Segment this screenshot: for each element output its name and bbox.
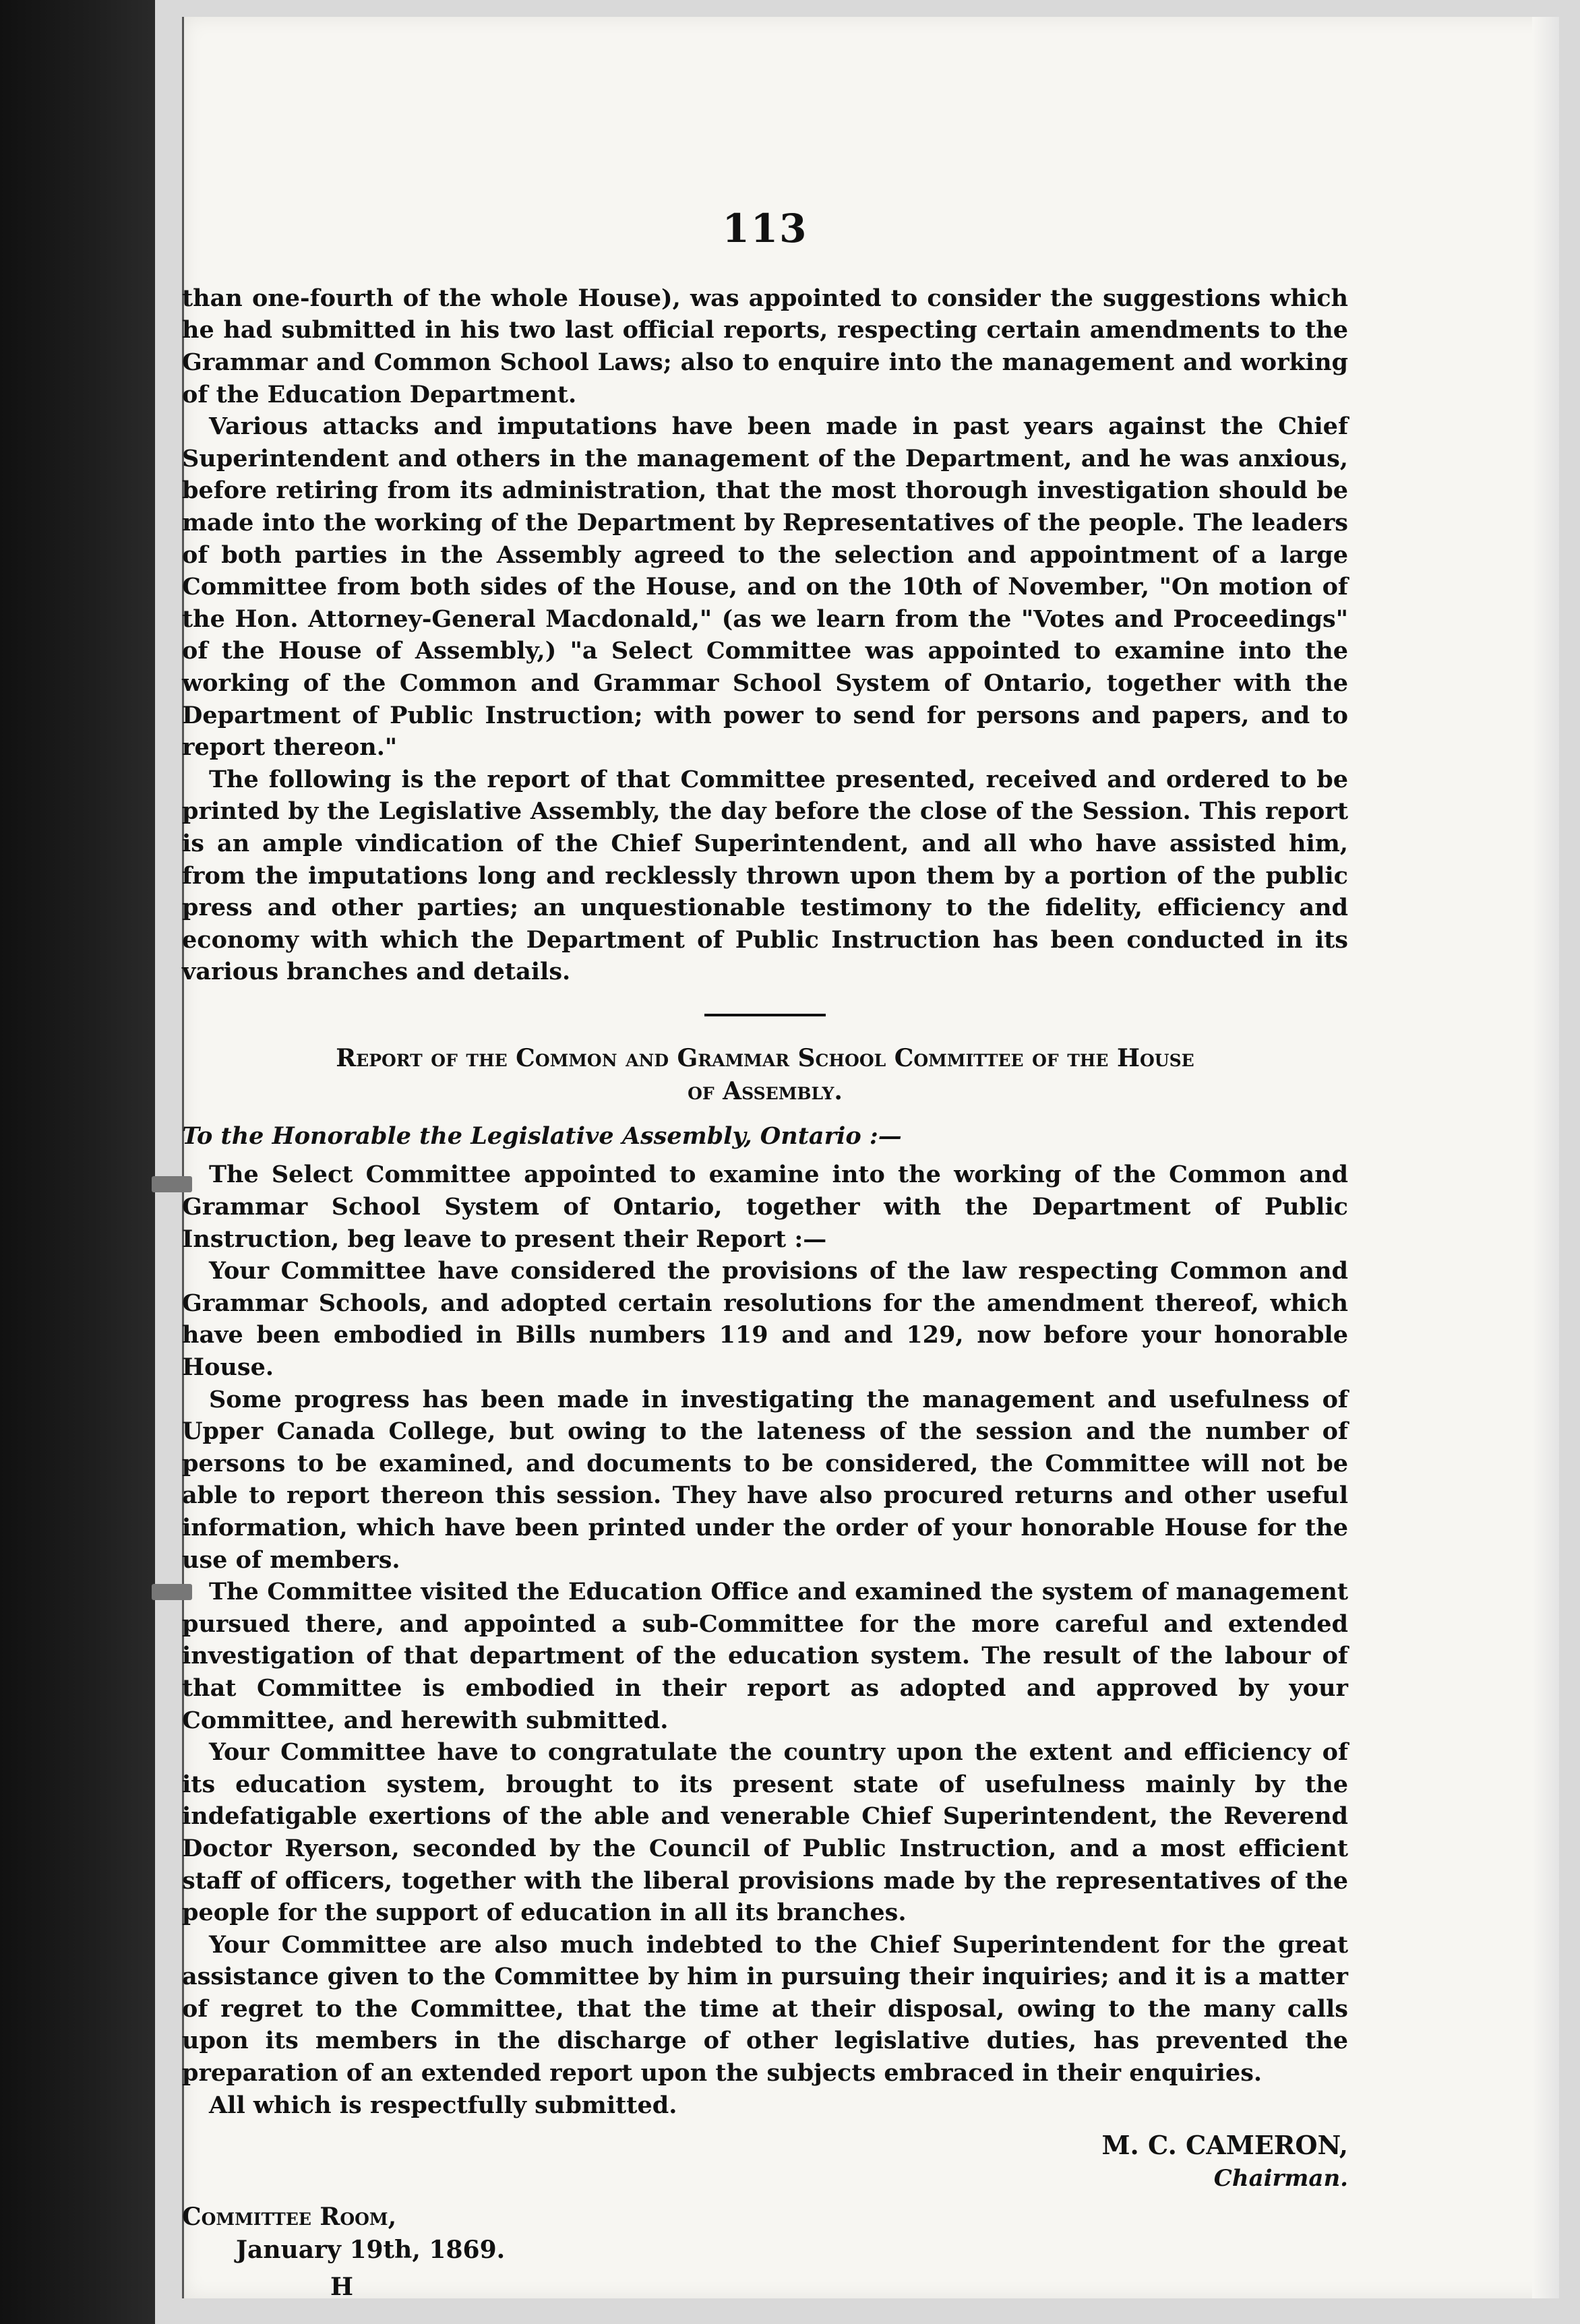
intro-paragraph: Various attacks and imputations have been made in past years against the Chief Superintendent and others in the management of the Department, and he was anxious, before retiring from its administration, that the most thorough investigation should be made into the working of the Department by Representatives of the people. The leaders of both parties in the Assembly agreed to the selection and appointment of a large Committee from both sides of the House, and on the 10th of November, "On motion of the Hon. Attorney-General Macdonald," (as we learn from the "Votes and Proceedings" of the House of Assembly,) "a Select Committee was appointed to examine into the working of the Common and Grammar School System of Ontario, together with the Department of Public Instruction; with power to send for persons and papers, and to report thereon." [182, 412, 1348, 762]
report-date: January 19th, 1869. [236, 2236, 506, 2265]
document-content [182, 202, 1348, 2304]
report-title-line: Report of the Common and Grammar School Committee of the House [336, 1043, 1194, 1072]
report-paragraph: The Select Committee appointed to examine into the working of the Common and Grammar School System of Ontario, together with the Department of Public Instruction, beg leave to present their Report :— [182, 1161, 1348, 1253]
report-paragraph: Some progress has been made in investigating the management and usefulness of Upper Canada College, but owing to the lateness of the session and the number of persons to be examined, and documents to be considered, the Committee will not be able to report thereon this session. They have also procured returns and other useful information, which have been printed under the order of your honorable House for the use of members. [182, 1385, 1348, 1574]
section-divider [704, 1014, 826, 1016]
report-paragraph: Your Committee are also much indebted to the Chief Superintendent for the great assistance given to the Committee by him in pursuing their inquiries; and it is a matter of regret to the Committee, that the time at their disposal, owing to the many calls upon its members in the discharge of other legislative duties, has prevented the preparation of an extended report upon the subjects embraced in their enquiries. [182, 1930, 1348, 2087]
report-paragraph: The Committee visited the Education Office and examined the system of management pursued there, and appointed a sub-Committee for the more careful and extended investigation of that department of the education system. The result of the labour of that Committee is embodied in their report as adopted and approved by your Committee, and herewith submitted. [182, 1578, 1348, 1734]
page-number: 113 [722, 206, 808, 251]
book-binding [0, 0, 155, 2324]
report-paragraph: Your Committee have considered the provisions of the law respecting Common and Grammar Schools, and adopted certain resolutions for the amendment thereof, which have been embodied in Bills numbers 119 and and 129, now before your honorable House. [182, 1257, 1348, 1381]
report-paragraph: Your Committee have to congratulate the country upon the extent and efficiency of its education system, brought to its present state of usefulness mainly by the indefatigable exertions of the able and venerable Chief Superintendent, the Reverend Doctor Ryerson, seconded by the Council of Public Instruction, and a most efficient staff of officers, together with the liberal provisions made by the representatives of the people for the support of education in all its branches. [182, 1738, 1348, 1927]
report-paragraph: All which is respectfully submitted. [209, 2091, 677, 2119]
committee-room: Committee Room, [182, 2203, 397, 2232]
signature-name: M. C. CAMERON, [1101, 2130, 1348, 2161]
signature-title: Chairman. [1213, 2164, 1348, 2192]
signature-mark: H [330, 2273, 354, 2302]
address-line: To the Honorable the Legislative Assembly, Ontario :— [182, 1122, 902, 1150]
report-title [182, 1042, 1348, 1108]
intro-paragraph: than one-fourth of the whole House), was appointed to consider the suggestions which he had submitted in his two last official reports, respecting certain amendments to the Grammar and Common School Laws; also to enquire into the management and working of the Education Department. [182, 284, 1348, 408]
intro-paragraph: The following is the report of that Committee presented, received and ordered to be printed by the Legislative Assembly, the day before the close of the Session. This report is an ample vindication of the Chief Superintendent, and all who have assisted him, from the imputations long and recklessly thrown upon them by a portion of the public press and other parties; an unquestionable testimony to the fidelity, efficiency and economy with which the Department of Public Instruction has been conducted in its various branches and details. [182, 765, 1348, 986]
report-title-line: of Assembly. [688, 1076, 843, 1105]
page-edge [1532, 17, 1559, 2298]
